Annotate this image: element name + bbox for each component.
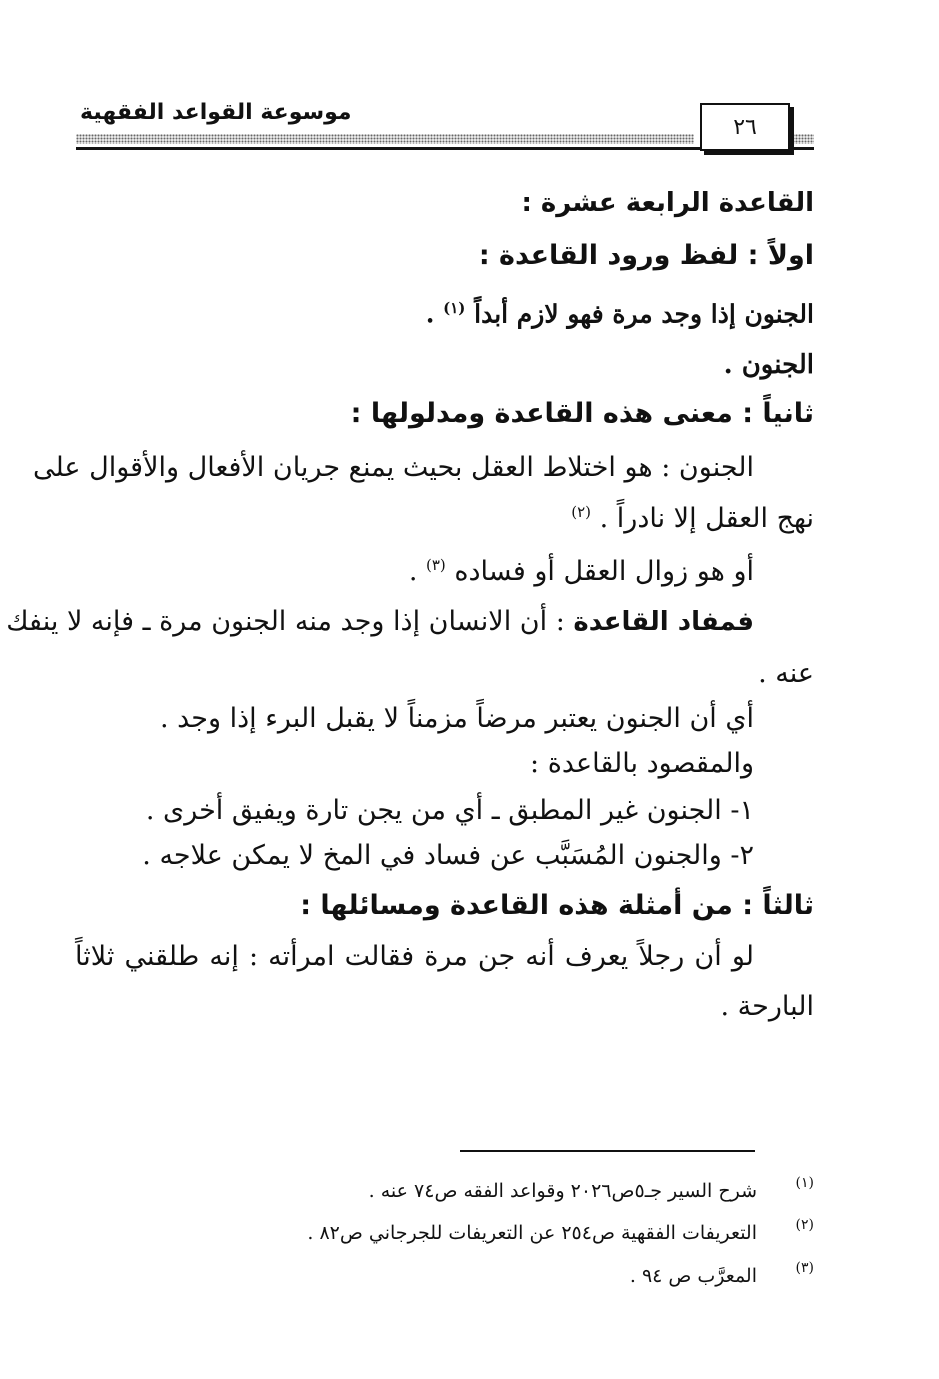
rule-title: القاعدة الرابعة عشرة :: [521, 188, 814, 218]
definition-alt-text: أو هو زوال العقل أو فساده: [454, 556, 754, 587]
footnote-separator: [460, 1150, 755, 1152]
example-line-2: البارحة .: [720, 991, 814, 1022]
running-header-title: موسوعة القواعد الفقهية: [80, 100, 352, 125]
footnote-ref-1: (١): [443, 299, 466, 317]
meaning-line-1: [6, 606, 754, 637]
section-heading-1: اولاً : لفظ ورود القاعدة :: [478, 240, 814, 271]
meaning-line-2: عنه .: [758, 658, 814, 689]
definition-line-1: الجنون : هو اختلاط العقل بحيث يمنع جريان الأفعال والأقوال على: [32, 452, 754, 483]
definition-alt-line: [409, 558, 754, 585]
meaning-label: فمفاد القاعدة: [573, 607, 754, 637]
definition-line-2: [571, 505, 814, 532]
list-item-1: ١- الجنون غير المطبق ـ أي من يجن تارة ويفيق أخرى .: [145, 795, 754, 826]
list-item-2: ٢- والجنون المُسَبَّب عن فساد في المخ لا يمكن علاجه .: [142, 840, 754, 871]
meaning-line-1-text: : أن الانسان إذا وجد منه الجنون مرة ـ فإنه لا ينفك: [6, 606, 565, 637]
alt-wording: الجنون .: [723, 350, 814, 380]
explanation-line: أي أن الجنون يعتبر مرضاً مزمناً لا يقبل البرء إذا وجد .: [159, 703, 754, 734]
footnote-2: التعريفات الفقهية ص٢٥٤ عن التعريفات للجرجاني ص٨٢ .: [307, 1222, 757, 1244]
header-dotted-rule-right: [792, 134, 814, 144]
header-dotted-rule: [76, 134, 694, 144]
rule-text-line: [425, 299, 814, 329]
footnote-ref-2: (٢): [571, 503, 592, 521]
footnote-mark-3: (٣): [795, 1260, 814, 1276]
footnote-3: المعرَّب ص ٩٤ .: [629, 1265, 757, 1287]
rule-text-end: .: [425, 299, 435, 329]
rule-text: الجنون إذا وجد مرة فهو لازم أبداً: [474, 299, 814, 329]
page-number: ٢٦: [733, 114, 757, 140]
section-heading-3: ثالثاً : من أمثلة هذه القاعدة ومسائلها :: [300, 890, 814, 921]
section-heading-2: ثانياً : معنى هذه القاعدة ومدلولها :: [350, 398, 814, 429]
footnote-mark-1: (١): [795, 1175, 814, 1191]
example-line-1: لو أن رجلاً يعرف أنه جن مرة فقالت امرأته : إنه طلقني ثلاثاً: [75, 941, 754, 972]
definition-line-2-text: نهج العقل إلا نادراً .: [599, 503, 814, 534]
footnote-1: شرح السير جـ٥ص٢٠٢٦ وقواعد الفقه ص٧٤ عنه .: [368, 1180, 757, 1202]
intended-label: والمقصود بالقاعدة :: [530, 748, 754, 779]
definition-alt-end: .: [408, 556, 418, 587]
page-number-box: [700, 103, 790, 151]
footnote-mark-2: (٢): [795, 1217, 814, 1233]
footnote-ref-3: (٣): [426, 556, 446, 574]
